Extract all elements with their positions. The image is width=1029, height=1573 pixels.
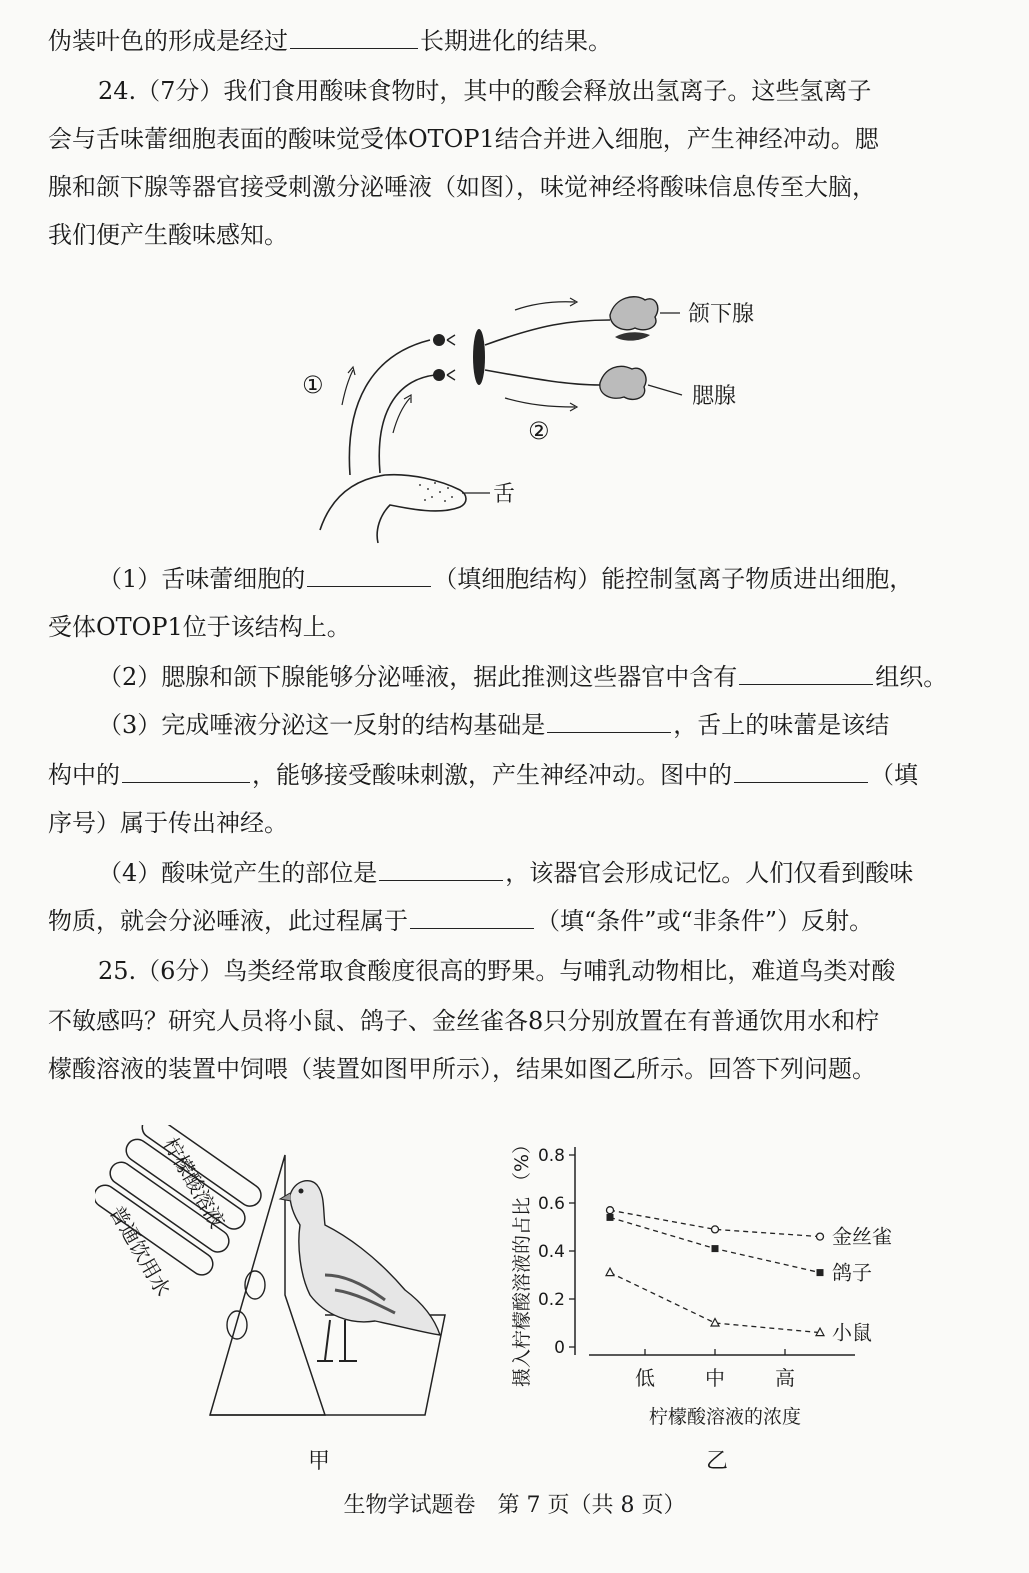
y-axis-title: 摄入柠檬酸溶液的占比 （%） xyxy=(511,1134,533,1388)
answer-blank[interactable] xyxy=(290,24,418,49)
answer-blank[interactable] xyxy=(307,562,431,587)
caption-yi: 乙 xyxy=(706,1449,729,1474)
q24-s4-text-3: 物质，就会分泌唾液，此过程属于 xyxy=(48,907,408,935)
citric-acid-chart xyxy=(500,1110,930,1440)
q24-intro-2: 会与舌味蕾细胞表面的酸味觉受体OTOP1结合并进入细胞，产生神经冲动。腮 xyxy=(48,125,879,153)
q23-tail-text: 伪装叶色的形成是经过 xyxy=(48,27,288,55)
data-point xyxy=(712,1245,719,1252)
series-label: 小鼠 xyxy=(832,1320,872,1345)
caption-jia: 甲 xyxy=(308,1449,331,1474)
y-tick-label: 0.6 xyxy=(537,1194,565,1214)
q24-intro-1: 24.（7分）我们食用酸味食物时，其中的酸会释放出氢离子。这些氢离子 xyxy=(98,77,872,105)
x-tick-label: 中 xyxy=(705,1366,725,1390)
q24-intro-3: 腺和颌下腺等器官接受刺激分泌唾液（如图），味觉神经将酸味信息传至大脑， xyxy=(48,173,876,201)
reflex-arc-figure xyxy=(290,285,790,545)
q24-s1-text: （1）舌味蕾细胞的 xyxy=(98,565,306,593)
q24-s3-text: （3）完成唾液分泌这一反射的结构基础是 xyxy=(98,711,546,739)
label-tongue: 舌 xyxy=(493,482,516,507)
q24-s4 xyxy=(98,856,998,890)
data-point xyxy=(712,1226,719,1233)
answer-blank[interactable] xyxy=(122,758,250,783)
answer-blank[interactable] xyxy=(547,708,671,733)
tube-label-top: 柠檬酸溶液 xyxy=(158,1133,230,1233)
parotid-gland xyxy=(600,366,646,399)
data-point xyxy=(817,1269,824,1276)
y-tick-label: 0.8 xyxy=(537,1146,565,1166)
q24-s4-cont xyxy=(48,904,998,938)
answer-blank[interactable] xyxy=(734,758,868,783)
x-tick-label: 高 xyxy=(775,1366,795,1390)
page-footer: 生物学试题卷 第 7 页（共 8 页） xyxy=(343,1493,686,1518)
marker-1: ① xyxy=(302,371,324,399)
brain-center xyxy=(473,329,485,385)
x-tick-label: 低 xyxy=(635,1366,655,1390)
q24-s1-text-2: （填细胞结构）能控制氢离子物质进出细胞， xyxy=(433,565,914,593)
ganglion-dot xyxy=(433,369,445,381)
data-point xyxy=(606,1268,614,1276)
tube-label-bottom: 普通饮用水 xyxy=(104,1201,176,1301)
q24-s1-cont: 受体OTOP1位于该结构上。 xyxy=(48,613,351,641)
q25-intro-1: 25.（6分）鸟类经常取食酸度很高的野果。与哺乳动物相比，难道鸟类对酸 xyxy=(98,957,896,985)
answer-blank[interactable] xyxy=(410,904,534,929)
series-label: 鸽子 xyxy=(832,1260,872,1285)
tongue-shape xyxy=(320,475,466,543)
q24-s3-text-2: ，舌上的味蕾是该结 xyxy=(673,711,890,739)
q24-s4-text-4: （填“条件”或“非条件”）反射。 xyxy=(536,907,874,935)
q24-s3-text-4: ，能够接受酸味刺激，产生神经冲动。图中的 xyxy=(252,761,732,789)
answer-blank[interactable] xyxy=(739,660,873,685)
x-axis-title: 柠檬酸溶液的浓度 xyxy=(648,1406,802,1428)
label-submandibular: 颌下腺 xyxy=(688,302,755,327)
series-label: 金丝雀 xyxy=(832,1224,892,1249)
data-point xyxy=(607,1214,614,1221)
y-tick-label: 0.2 xyxy=(537,1290,565,1310)
q24-s4-text: （4）酸味觉产生的部位是 xyxy=(98,859,378,887)
y-tick-label: 0.4 xyxy=(537,1242,565,1262)
q24-s3-cont-2: 序号）属于传出神经。 xyxy=(48,809,288,837)
q24-s3 xyxy=(98,708,998,742)
q24-s2 xyxy=(98,660,998,694)
q24-intro-4: 我们便产生酸味感知。 xyxy=(48,221,288,249)
q24-s3-text-3: 构中的 xyxy=(48,761,120,789)
q24-s2-text: （2）腮腺和颌下腺能够分泌唾液，据此推测这些器官中含有 xyxy=(98,663,738,691)
q25-intro-3: 檬酸溶液的装置中饲喂（装置如图甲所示），结果如图乙所示。回答下列问题。 xyxy=(48,1055,876,1083)
submandibular-gland xyxy=(610,297,658,330)
data-point xyxy=(607,1207,614,1214)
q23-tail-text-2: 长期进化的结果。 xyxy=(420,27,612,55)
data-point xyxy=(711,1319,719,1327)
marker-2: ② xyxy=(528,417,550,445)
data-point xyxy=(817,1233,824,1240)
q24-s2-text-2: 组织。 xyxy=(875,663,948,691)
ganglion-dot xyxy=(433,334,445,346)
q24-s1 xyxy=(98,562,998,596)
q25-intro-2: 不敏感吗？研究人员将小鼠、鸽子、金丝雀各8只分别放置在有普通饮用水和柠 xyxy=(48,1007,880,1035)
answer-blank[interactable] xyxy=(379,856,503,881)
apparatus-figure xyxy=(95,1125,465,1425)
label-parotid: 腮腺 xyxy=(692,384,737,409)
q23-tail xyxy=(48,24,998,58)
pigeon xyxy=(280,1181,440,1361)
q24-s3-cont xyxy=(48,758,998,792)
q24-s4-text-2: ，该器官会形成记忆。人们仅看到酸味 xyxy=(505,859,914,887)
y-tick-label: 0 xyxy=(554,1338,565,1358)
q24-s3-text-5: （填 xyxy=(870,761,918,789)
apparatus-floor xyxy=(210,1315,445,1415)
